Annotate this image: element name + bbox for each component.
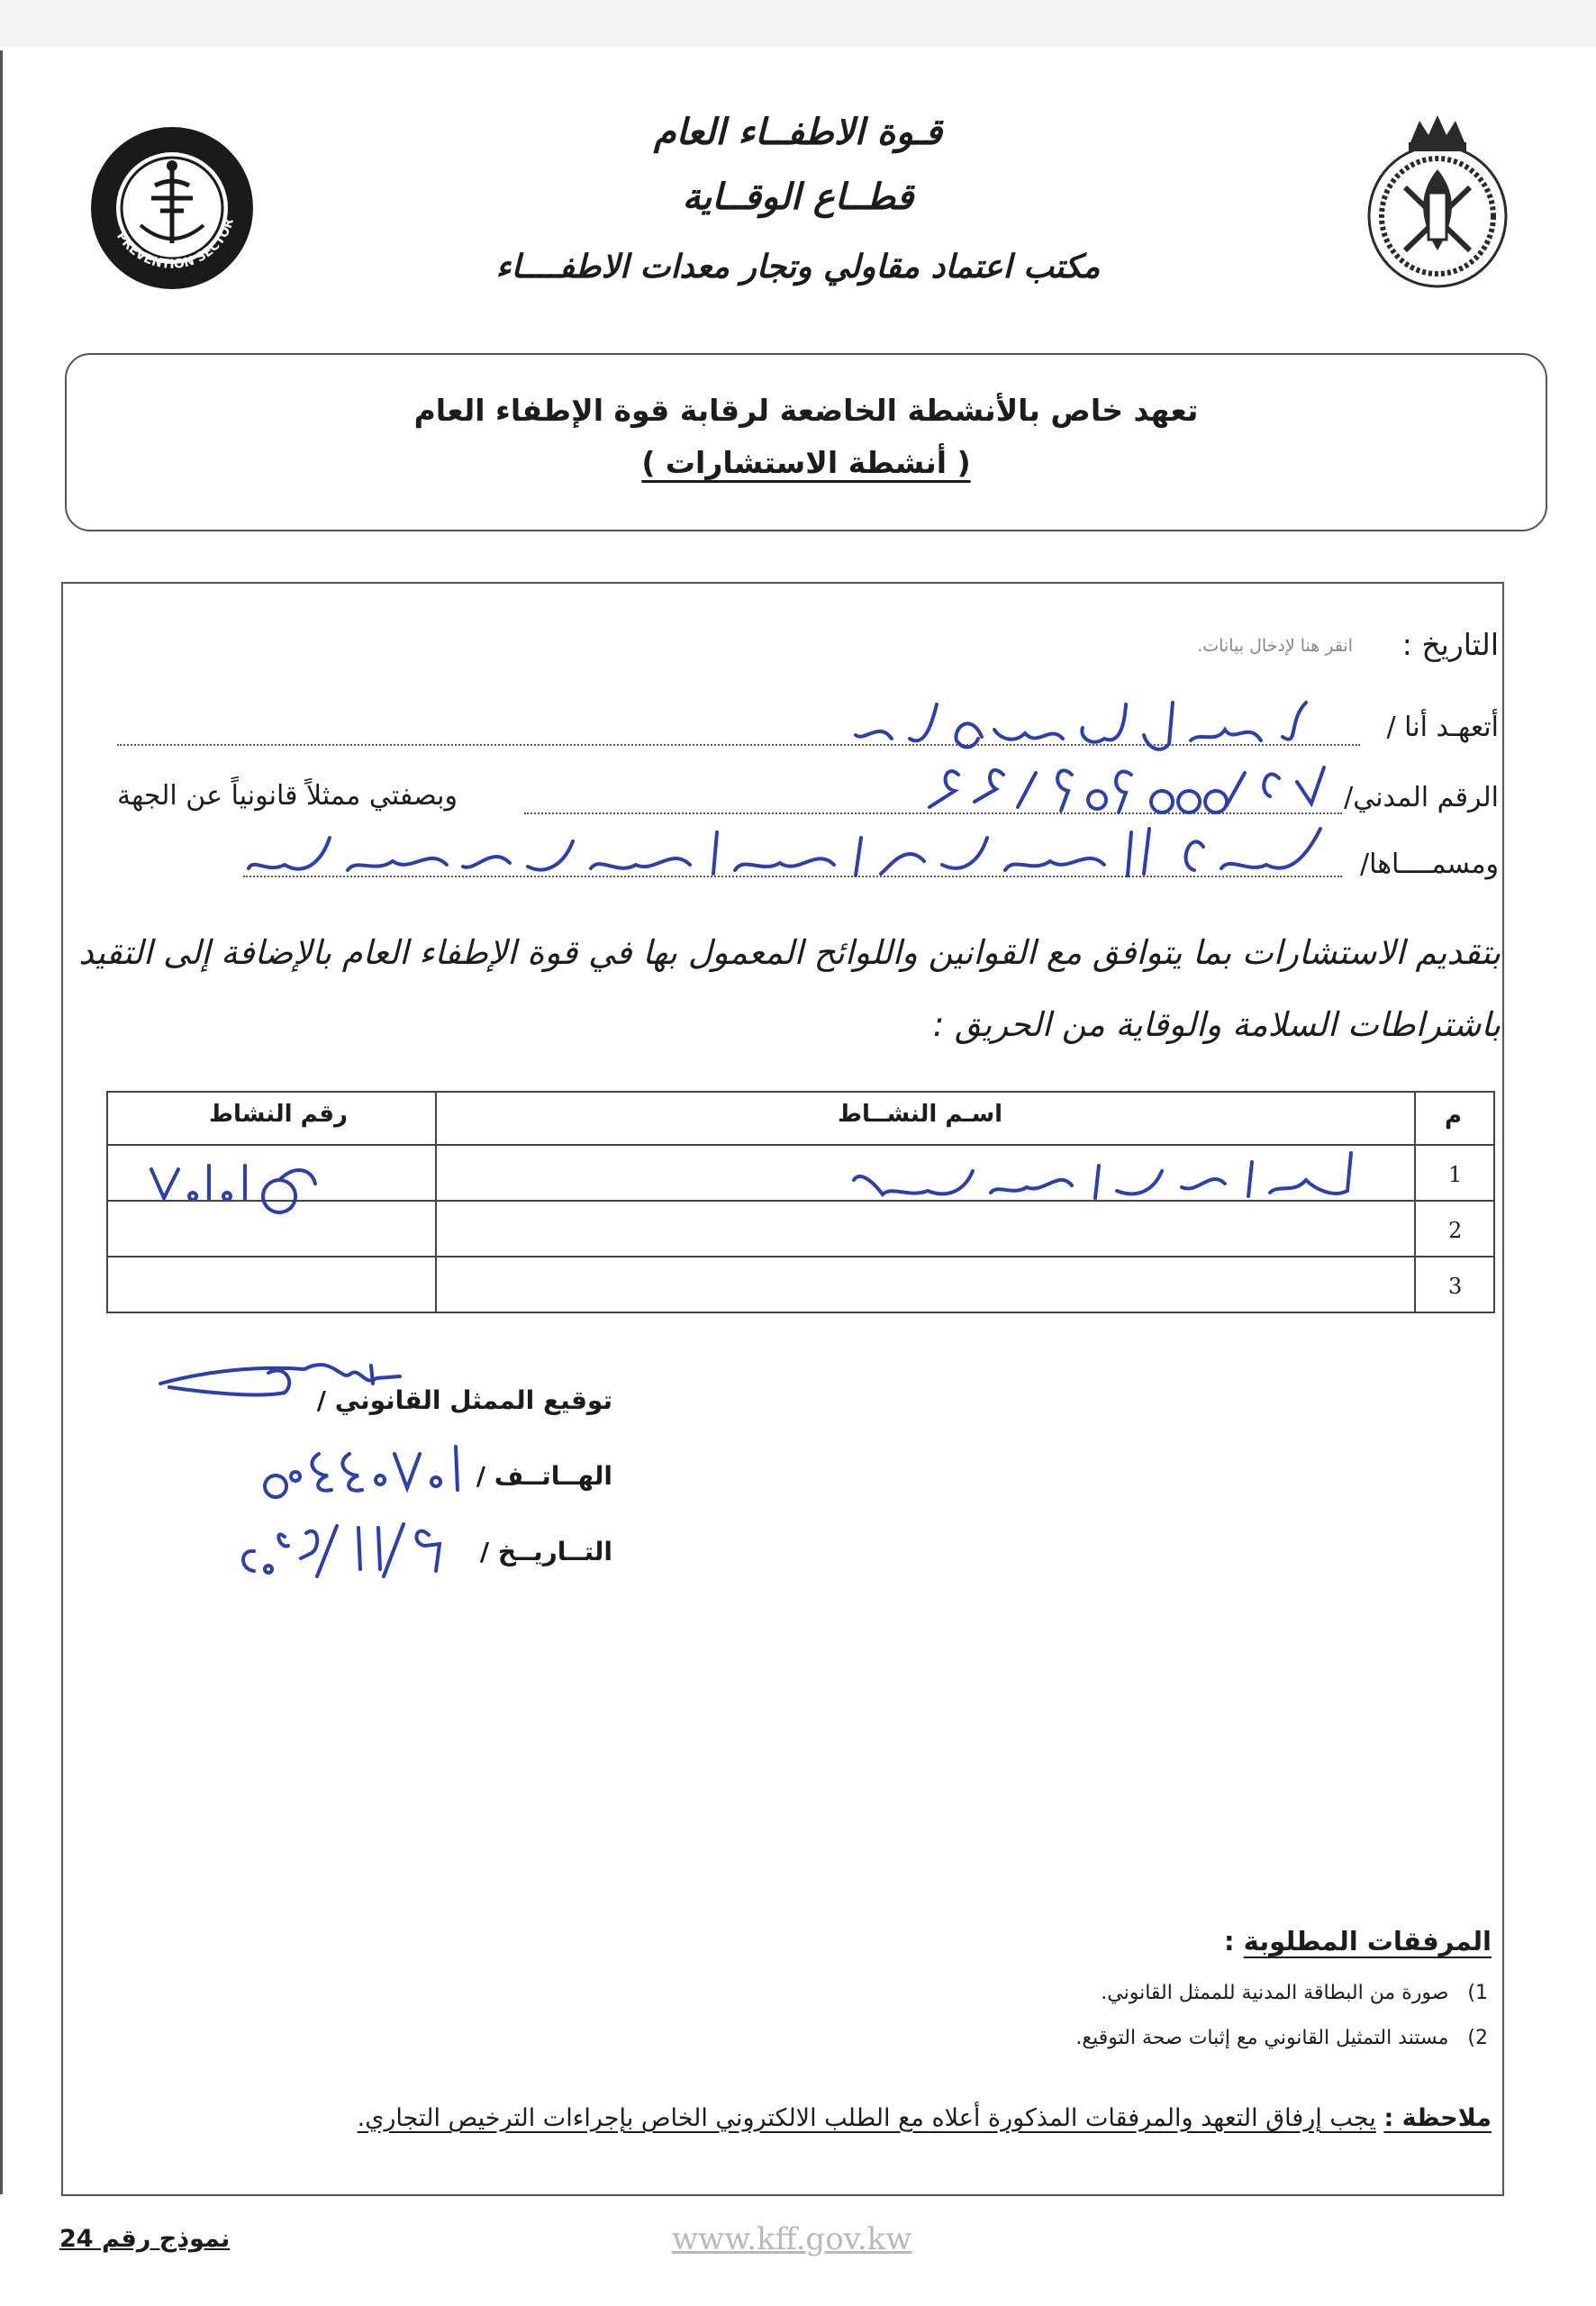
form-number: نموذج رقم 24	[59, 2225, 231, 2253]
table-row-1-index: 1	[1448, 1162, 1463, 1187]
attachment-item-2: 2) مستند التمثيل القانوني مع إثبات صحة التوقيع.	[1075, 2027, 1488, 2049]
website-url[interactable]: www.kff.gov.kw	[672, 2221, 912, 2257]
pledge-paragraph-line-2: باشتراطات السلامة والوقاية من الحريق :	[932, 1005, 1501, 1044]
legal-representative-signature-label: توقيع الممثل القانوني /	[316, 1385, 612, 1415]
date-label: التاريخ :	[1401, 627, 1499, 662]
header-line-2: قطــاع الوقــاية	[682, 177, 914, 218]
attachment-item-1: 1) صورة من البطاقة المدنية للممثل القانوني.	[1101, 1982, 1488, 2004]
table-header-activity-code: رقم النشاط	[209, 1101, 348, 1128]
table-row-3-index: 3	[1448, 1274, 1463, 1299]
legal-representative-signature	[151, 1348, 404, 1411]
page-edge-line	[0, 50, 3, 2194]
header-line-1: قـوة الاطفــاء العام	[653, 112, 943, 153]
date-input-placeholder[interactable]: انقر هنا لإدخال بيانات.	[1197, 636, 1353, 656]
phone-label: الهــاتــف /	[476, 1461, 612, 1491]
pledge-handwritten-name	[838, 685, 1324, 766]
svg-text:PREVENTION SECTOR: PREVENTION SECTOR	[113, 216, 238, 272]
note-text: ملاحظة : يجب إرفاق التعهد والمرفقات المذكورة أعلاه مع الطلب الالكتروني الخاص بإجراءات الترخيص التجاري.	[357, 2104, 1492, 2132]
civil-id-label: الرقم المدني/	[1344, 782, 1499, 813]
phone-handwritten	[259, 1436, 503, 1503]
pledge-label: أتعهـد أنا /	[1386, 712, 1499, 743]
attachments-title: المرفقات المطلوبة :	[1223, 1926, 1492, 1956]
header-line-3: مكتب اعتماد مقاولي وتجار معدات الاطفــــاء	[495, 249, 1101, 286]
table-header-index: م	[1445, 1103, 1463, 1130]
table-header-activity-name: اسـم النشــاط	[838, 1101, 1003, 1128]
title-box	[65, 353, 1547, 531]
table-row-1-activity-handwritten	[847, 1144, 1360, 1207]
capacity-label: وبصفتي ممثلاً قانونياً عن الجهة	[117, 780, 458, 812]
named-label: ومسمــــاها/	[1359, 849, 1499, 880]
signature-date-label: التــاريــخ /	[479, 1537, 612, 1566]
company-name-handwritten	[240, 811, 1329, 901]
table-row-1-code-handwritten	[144, 1157, 333, 1207]
table-row-2-index: 2	[1448, 1218, 1463, 1243]
pledge-paragraph-line-1: بتقديم الاستشارات بما يتوافق مع القوانين واللوائح المعمول بها في قوة الإطفاء العام بالإضافة إلى التقيد	[78, 933, 1501, 972]
document-title: تعهد خاص بالأنشطة الخاضعة لرقابة قوة الإطفاء العام	[413, 393, 1199, 428]
document-subtitle: ( أنشطة الاستشارات )	[641, 445, 971, 480]
signature-date-handwritten	[231, 1513, 492, 1585]
